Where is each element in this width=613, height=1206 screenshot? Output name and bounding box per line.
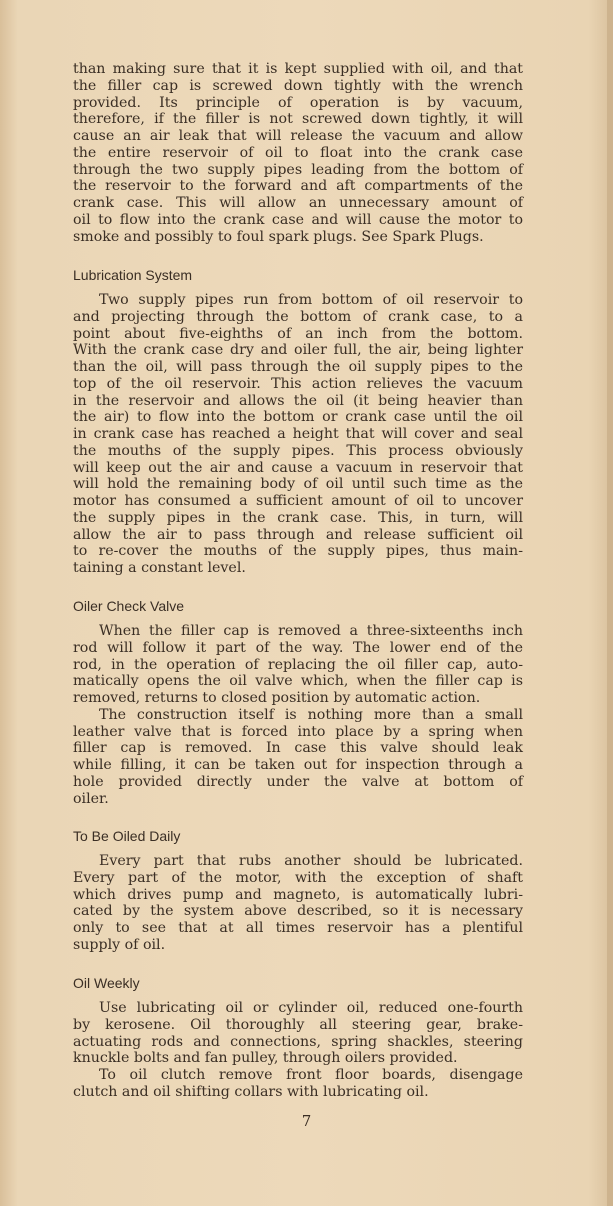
text-line: matically opens the oil valve which, when the filler cap is: [73, 673, 523, 690]
text-line: to re-cover the mouths of the supply pipes, thus main-: [73, 543, 523, 560]
text-line: leather valve that is forced into place by a spring when: [73, 723, 523, 740]
section-oiler-check-valve: [73, 597, 523, 807]
text-line: actuating rods and connections, spring shackles, steering: [73, 1033, 523, 1050]
text-line: rod will follow it part of the way. The lower end of the: [73, 639, 523, 656]
text-line: and projecting through the bottom of crank case, to a: [73, 308, 523, 325]
text-line: in crank case has reached a height that will cover and seal: [73, 426, 523, 442]
text-line: which drives pump and magneto, is automatically lubri-: [73, 886, 523, 903]
text-line: the reservoir to the forward and aft compartments of the: [73, 178, 523, 195]
text-line: clutch and oil shifting collars with lubricating oil.: [73, 1083, 429, 1100]
text-line: rod, in the operation of replacing the oil filler cap, auto-: [73, 656, 523, 673]
text-line: the filler cap is screwed down tightly with the wrench: [73, 77, 523, 94]
section-heading: Oiler Check Valve: [73, 598, 185, 614]
text-line: point about five-eighths of an inch from the bottom.: [73, 325, 523, 342]
text-line: the mouths of the supply pipes. This process obviously: [73, 442, 523, 459]
page-edge: [607, 0, 613, 1206]
text-line: To oil clutch remove front floor boards, disengage: [99, 1067, 523, 1083]
text-line: crank case. This will allow an unnecessary amount of: [73, 195, 523, 211]
text-line: through the two supply pipes leading from the bottom of: [73, 161, 523, 178]
text-line: than making sure that it is kept supplied with oil, and that: [73, 61, 523, 77]
text-line: hole provided directly under the valve at bottom of: [73, 773, 523, 790]
text-line: allow the air to pass through and release sufficient oil: [73, 526, 523, 543]
text-line: The construction itself is nothing more than a small: [99, 706, 523, 723]
text-line: Use lubricating oil or cylinder oil, reduced one-fourth: [99, 1000, 523, 1016]
text-line: oiler.: [73, 790, 109, 807]
text-line: Every part of the motor, with the exception of shaft: [73, 869, 523, 886]
page-number: 7: [301, 1112, 312, 1130]
section-lubrication-system: [73, 266, 523, 577]
text-line: only to see that at all times reservoir has a plentiful: [73, 920, 523, 936]
text-line: knuckle bolts and fan pulley, through oilers provided.: [73, 1050, 458, 1067]
text-line: cated by the system above described, so it is necessary: [73, 903, 523, 920]
text-line: the entire reservoir of oil to float into the crank case: [73, 144, 523, 161]
text-line: than the oil, will pass through the oil supply pipes to the: [73, 359, 523, 375]
section-heading: To Be Oiled Daily: [73, 828, 181, 844]
section-oil-weekly: [73, 974, 523, 1101]
text-line: cause an air leak that will release the vacuum and allow: [73, 128, 523, 144]
text-line: in the reservoir and allows the oil (it being heavier than: [73, 392, 523, 409]
text-line: top of the oil reservoir. This action relieves the vacuum: [73, 375, 523, 392]
text-line: smoke and possibly to foul spark plugs. See Spark Plugs.: [73, 228, 484, 245]
text-line: Every part that rubs another should be lubricated.: [99, 853, 523, 869]
text-line: the air) to flow into the bottom or crank case until the oil: [73, 409, 523, 426]
text-line: oil to flow into the crank case and will cause the motor to: [73, 211, 523, 228]
intro-paragraph: [73, 61, 523, 245]
section-heading: Lubrication System: [73, 267, 193, 283]
text-line: while filling, it can be taken out for inspection through a: [73, 757, 523, 773]
text-line: filler cap is removed. In case this valve should leak: [73, 740, 523, 757]
text-line: provided. Its principle of operation is by vacuum,: [73, 94, 523, 111]
text-line: will hold the remaining body of oil until such time as the: [73, 476, 523, 493]
text-line: motor has consumed a sufficient amount of oil to uncover: [73, 493, 523, 509]
text-line: supply of oil.: [73, 936, 166, 953]
text-line: therefore, if the filler is not screwed down tightly, it will: [73, 111, 523, 128]
text-line: Two supply pipes run from bottom of oil reservoir to: [99, 292, 523, 308]
text-line: the supply pipes in the crank case. This, in turn, will: [73, 509, 523, 526]
text-line: With the crank case dry and oiler full, the air, being lighter: [73, 342, 523, 359]
text-line: taining a constant level.: [73, 560, 246, 576]
text-line: removed, returns to closed position by automatic action.: [73, 690, 481, 706]
text-line: by kerosene. Oil thoroughly all steering gear, brake-: [73, 1016, 523, 1033]
text-line: will keep out the air and cause a vacuum in reservoir that: [73, 459, 523, 476]
section-to-be-oiled-daily: [73, 827, 523, 954]
section-heading: Oil Weekly: [73, 975, 140, 991]
text-line: When the filler cap is removed a three-sixteenths inch: [99, 623, 523, 639]
